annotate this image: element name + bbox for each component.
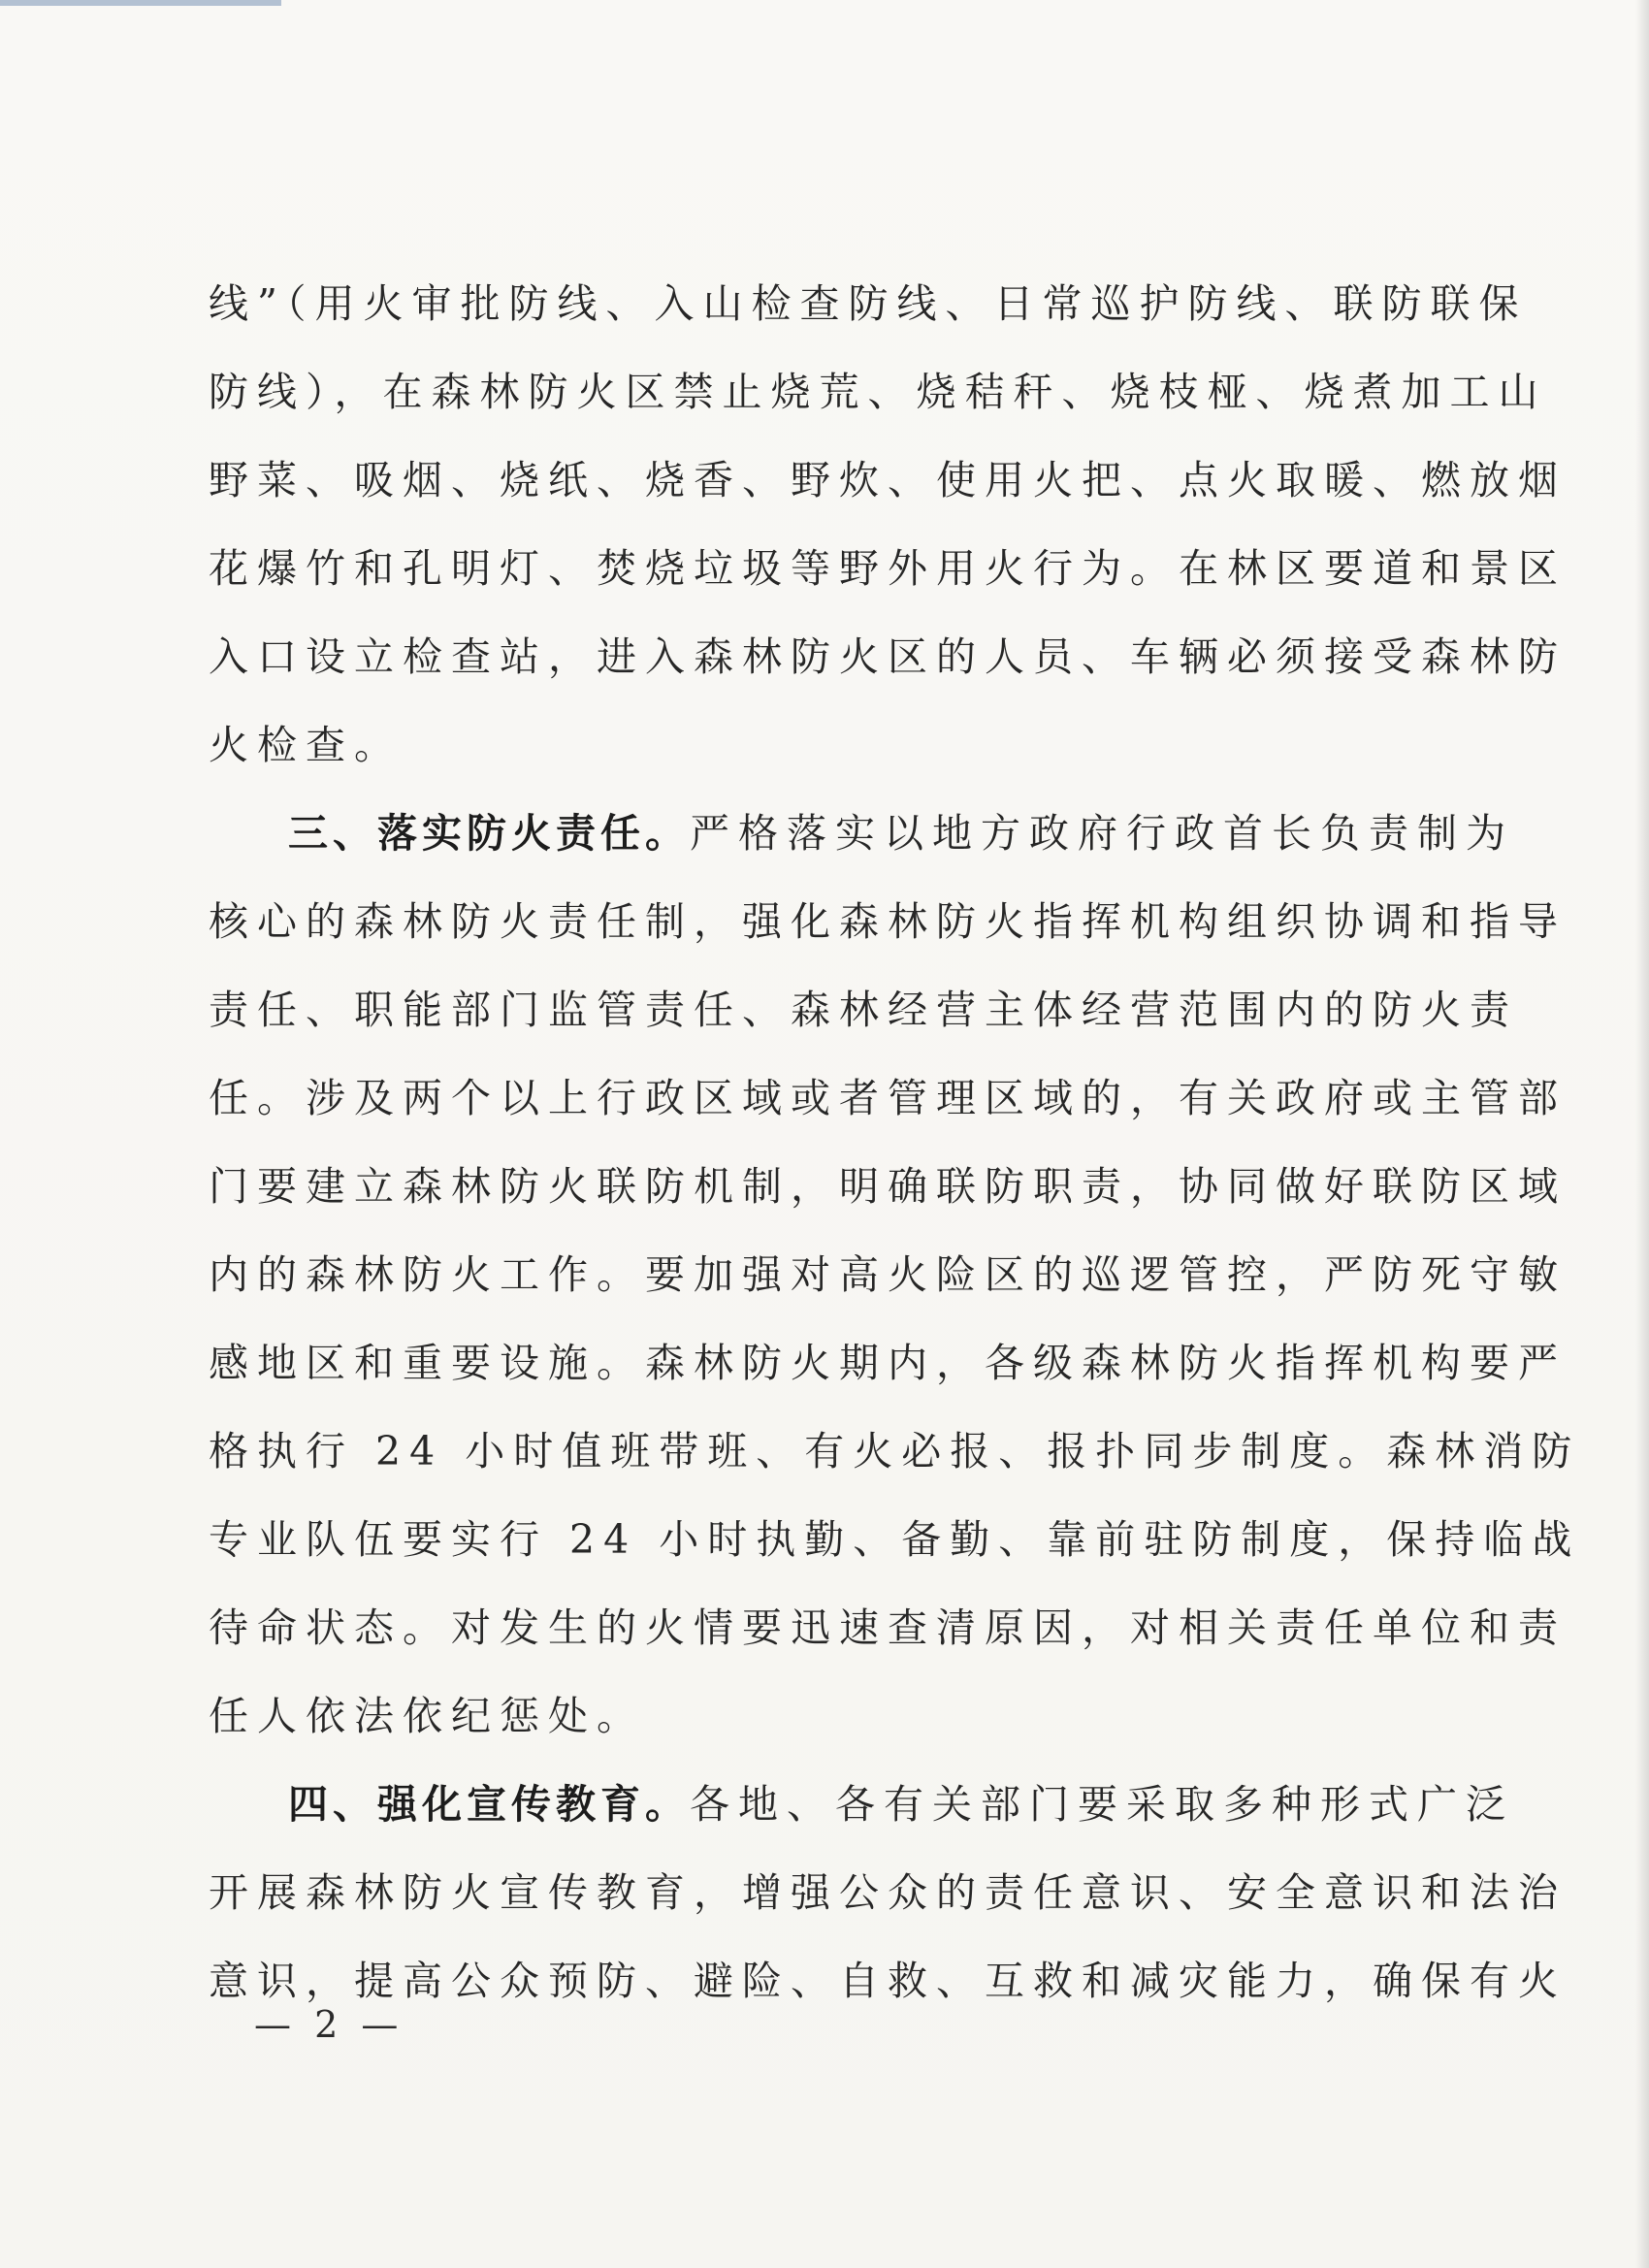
section-heading-4: 四、强化宣传教育。 bbox=[288, 1781, 690, 1828]
text-line: 花爆竹和孔明灯、焚烧垃圾等野外用火行为。在林区要道和景区 bbox=[209, 545, 1567, 592]
scan-edge-top bbox=[0, 0, 281, 6]
text-line: 门要建立森林防火联防机制，明确联防职责，协同做好联防区域 bbox=[209, 1163, 1567, 1210]
text-line: 防线），在森林防火区禁止烧荒、烧秸秆、烧枝桠、烧煮加工山 bbox=[209, 369, 1547, 415]
text-line: 任人依法依纪惩处。 bbox=[209, 1693, 645, 1739]
text-line bbox=[209, 1761, 1514, 1849]
text-run: 严格落实以地方政府行政首长负责制为 bbox=[690, 810, 1514, 857]
text-line: 格执行 24 小时值班带班、有火必报、报扑同步制度。森林消防 bbox=[209, 1428, 1581, 1474]
text-line: 核心的森林防火责任制，强化森林防火指挥机构组织协调和指导 bbox=[209, 898, 1567, 945]
text-line: 责任、职能部门监管责任、森林经营主体经营范围内的防火责 bbox=[209, 987, 1518, 1033]
text-line: 意识，提高公众预防、避险、自救、互救和减灾能力，确保有火 bbox=[209, 1958, 1567, 2004]
section-heading-3: 三、落实防火责任。 bbox=[288, 810, 690, 857]
paragraph-publicity-education bbox=[209, 1761, 1567, 2025]
text-line: 任。涉及两个以上行政区域或者管理区域的，有关政府或主管部 bbox=[209, 1075, 1567, 1121]
paragraph-fire-responsibility bbox=[209, 790, 1581, 1761]
text-line: 内的森林防火工作。要加强对高火险区的巡逻管控，严防死守敏 bbox=[209, 1251, 1567, 1298]
text-line: 感地区和重要设施。森林防火期内，各级森林防火指挥机构要严 bbox=[209, 1340, 1567, 1386]
text-line: 专业队伍要实行 24 小时执勤、备勤、靠前驻防制度，保持临战 bbox=[209, 1516, 1581, 1563]
text-line: 火检查。 bbox=[209, 722, 403, 768]
text-run: 各地、各有关部门要采取多种形式广泛 bbox=[690, 1781, 1514, 1828]
paragraph-continuation bbox=[209, 260, 1567, 790]
scan-edge-right bbox=[1635, 0, 1649, 2268]
text-line: 野菜、吸烟、烧纸、烧香、野炊、使用火把、点火取暖、燃放烟 bbox=[209, 457, 1567, 503]
page-number: — 2 — bbox=[254, 2003, 404, 2046]
text-line bbox=[209, 790, 1514, 878]
text-line: 开展森林防火宣传教育，增强公众的责任意识、安全意识和法治 bbox=[209, 1869, 1567, 1916]
document-body bbox=[209, 260, 1581, 2025]
text-line: 入口设立检查站，进入森林防火区的人员、车辆必须接受森林防 bbox=[209, 633, 1567, 680]
text-line: 待命状态。对发生的火情要迅速查清原因，对相关责任单位和责 bbox=[209, 1604, 1567, 1651]
text-line: 线”（用火审批防线、入山检查防线、日常巡护防线、联防联保 bbox=[209, 280, 1528, 327]
